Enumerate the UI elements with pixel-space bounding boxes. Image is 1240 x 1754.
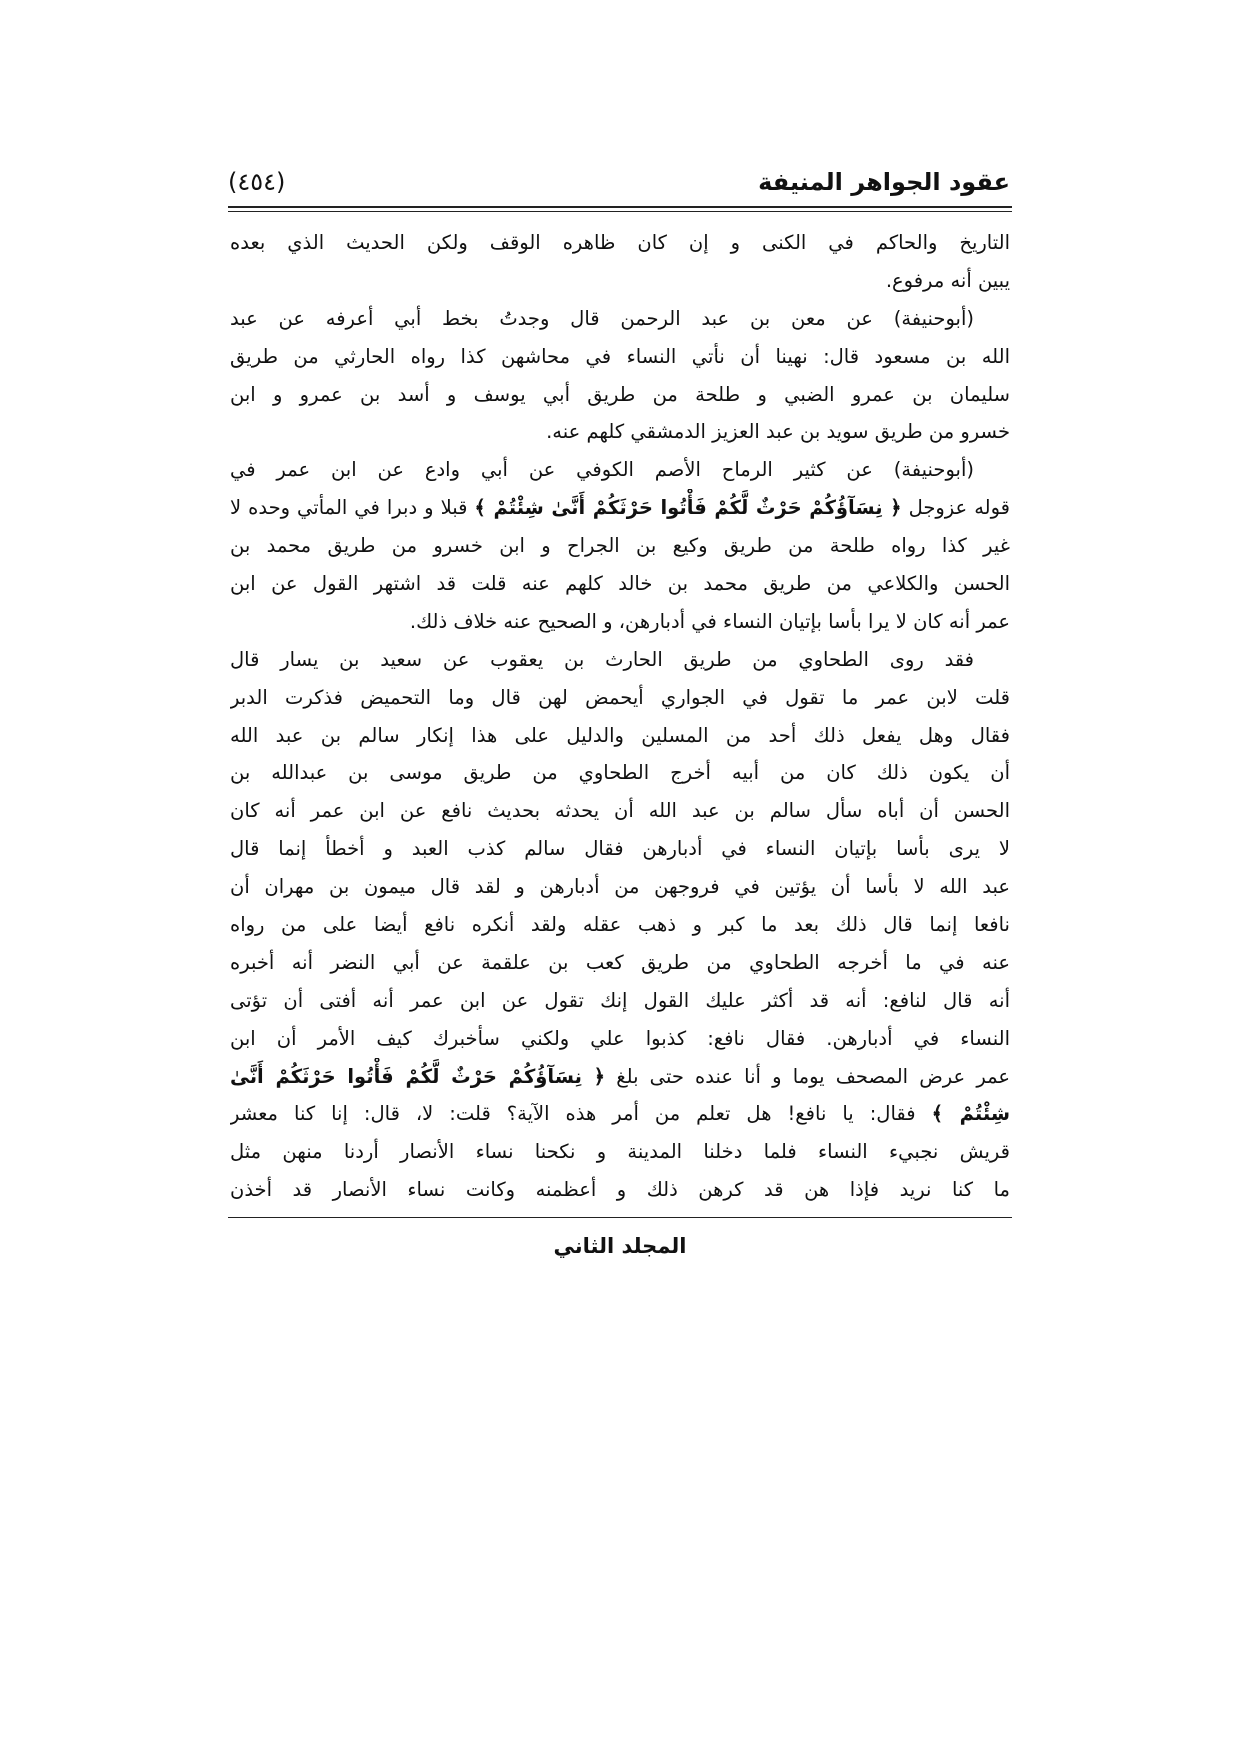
header-rule bbox=[228, 206, 1012, 208]
text-line: عمر أنه كان لا يرا بأسا بإتيان النساء في أدبارهن، و الصحيح عنه خلاف ذلك. bbox=[409, 609, 1010, 633]
text-line: فقد روى الطحاوي من طريق الحارث بن يعقوب عن سعيد بن يسار قال bbox=[230, 647, 974, 671]
text-line: قريش نجبيء النساء فلما دخلنا المدينة و نكحنا نساء الأنصار أردنا منهن مثل bbox=[230, 1140, 1010, 1164]
text-line: أن يكون ذلك كان من أبيه أخرج الطحاوي من طريق موسى بن عبدالله بن bbox=[230, 761, 1010, 785]
text-line: سليمان بن عمرو الضبي و طلحة من طريق أبي يوسف و أسد بن عمرو و ابن bbox=[230, 382, 1010, 406]
quran-verse: شِئْتُمْ ﴾ bbox=[931, 1102, 1010, 1126]
text-line: أنه قال لنافع: أنه قد أكثر عليك القول إنك تقول عن ابن عمر أنه أفتى أن تؤتى bbox=[230, 988, 1010, 1012]
text-line: فقال وهل يفعل ذلك أحد من المسلين والدليل على هذا إنكار سالم بن عبد الله bbox=[230, 723, 1010, 747]
text-line: الحسن والكلاعي من طريق محمد بن خالد كلهم عنه قلت قد اشتهر القول عن ابن bbox=[230, 572, 1010, 596]
text-line: ما كنا نريد فإذا هن قد كرهن ذلك و أعظمنه وكانت نساء الأنصار قد أخذن bbox=[230, 1178, 1010, 1202]
quran-verse: ﴿ نِسَآؤُكُمْ حَرْثٌ لَّكُمْ فَأْتُوا حَرْثَكُمْ أَنَّىٰ bbox=[230, 1064, 606, 1088]
footer-rule bbox=[228, 1217, 1012, 1218]
text-line: الله بن مسعود قال: نهينا أن نأتي النساء في محاشهن كذا رواه الحارثي من طريق bbox=[230, 344, 1010, 368]
text-line-with-verse bbox=[230, 489, 1010, 527]
text-line-with-verse bbox=[230, 1095, 1010, 1133]
text-line: خسرو من طريق سويد بن عبد العزيز الدمشقي كلهم عنه. bbox=[546, 420, 1010, 444]
text-segment: قوله عزوجل bbox=[908, 496, 1010, 520]
text-line: الحسن أن أباه سأل سالم بن عبد الله أن يحدثه بحديث نافع عن ابن عمر أنه كان bbox=[230, 799, 1010, 823]
text-line: لا يرى بأسا بإتيان النساء في أدبارهن فقال سالم كذب العبد و أخطأ إنما قال bbox=[230, 837, 1010, 861]
text-line: غير كذا رواه طلحة من طريق وكيع بن الجراح و ابن خسرو من طريق محمد بن bbox=[230, 534, 1010, 558]
text-line: التاريخ والحاكم في الكنى و إن كان ظاهره الوقف ولكن الحديث الذي بعده bbox=[230, 231, 1010, 254]
text-line: (أبوحنيفة) عن كثير الرماح الأصم الكوفي عن أبي وادع عن ابن عمر في bbox=[230, 458, 974, 482]
volume-label: المجلد الثاني bbox=[553, 1234, 687, 1258]
text-line: النساء في أدبارهن. فقال نافع: كذبوا علي ولكني سأخبرك كيف الأمر أن ابن bbox=[230, 1026, 1010, 1050]
header-rule-thin bbox=[228, 211, 1012, 212]
text-line: يبين أنه مرفوع. bbox=[885, 268, 1010, 292]
quran-verse: ﴿ نِسَآؤُكُمْ حَرْثٌ لَّكُمْ فَأْتُوا حَرْثَكُمْ أَنَّىٰ شِئْتُمْ ﴾ bbox=[474, 496, 902, 520]
page-number: (٤٥٤) bbox=[228, 168, 286, 196]
text-segment: قبلا و دبرا في المأتي وحده لا bbox=[230, 496, 468, 520]
text-line: (أبوحنيفة) عن معن بن عبد الرحمن قال وجدتُ بخط أبي أعرفه عن عبد bbox=[230, 306, 974, 330]
book-title: عقود الجواهر المنيفة bbox=[758, 168, 1010, 196]
page-body bbox=[230, 224, 1010, 1209]
text-line: عنه في ما أخرجه الطحاوي من طريق كعب بن علقمة عن أبي النضر أنه أخبره bbox=[230, 950, 1010, 974]
text-line-with-verse bbox=[230, 1058, 1010, 1096]
text-line: نافعا إنما قال ذلك بعد ما كبر و ذهب عقله ولقد أنكره نافع أيضا على من رواه bbox=[230, 913, 1010, 937]
text-segment: فقال: يا نافع! هل تعلم من أمر هذه الآية؟ قلت: لا، قال: إنا كنا معشر bbox=[230, 1102, 916, 1126]
text-line: قلت لابن عمر ما تقول في الجواري أيحمض لهن قال وما التحميض فذكرت الدبر bbox=[230, 685, 1010, 709]
text-segment: عمر عرض المصحف يوما و أنا عنده حتى بلغ bbox=[616, 1064, 1010, 1088]
text-line: عبد الله لا بأسا أن يؤتين في فروجهن من أدبارهن و لقد قال ميمون بن مهران أن bbox=[230, 875, 1010, 899]
